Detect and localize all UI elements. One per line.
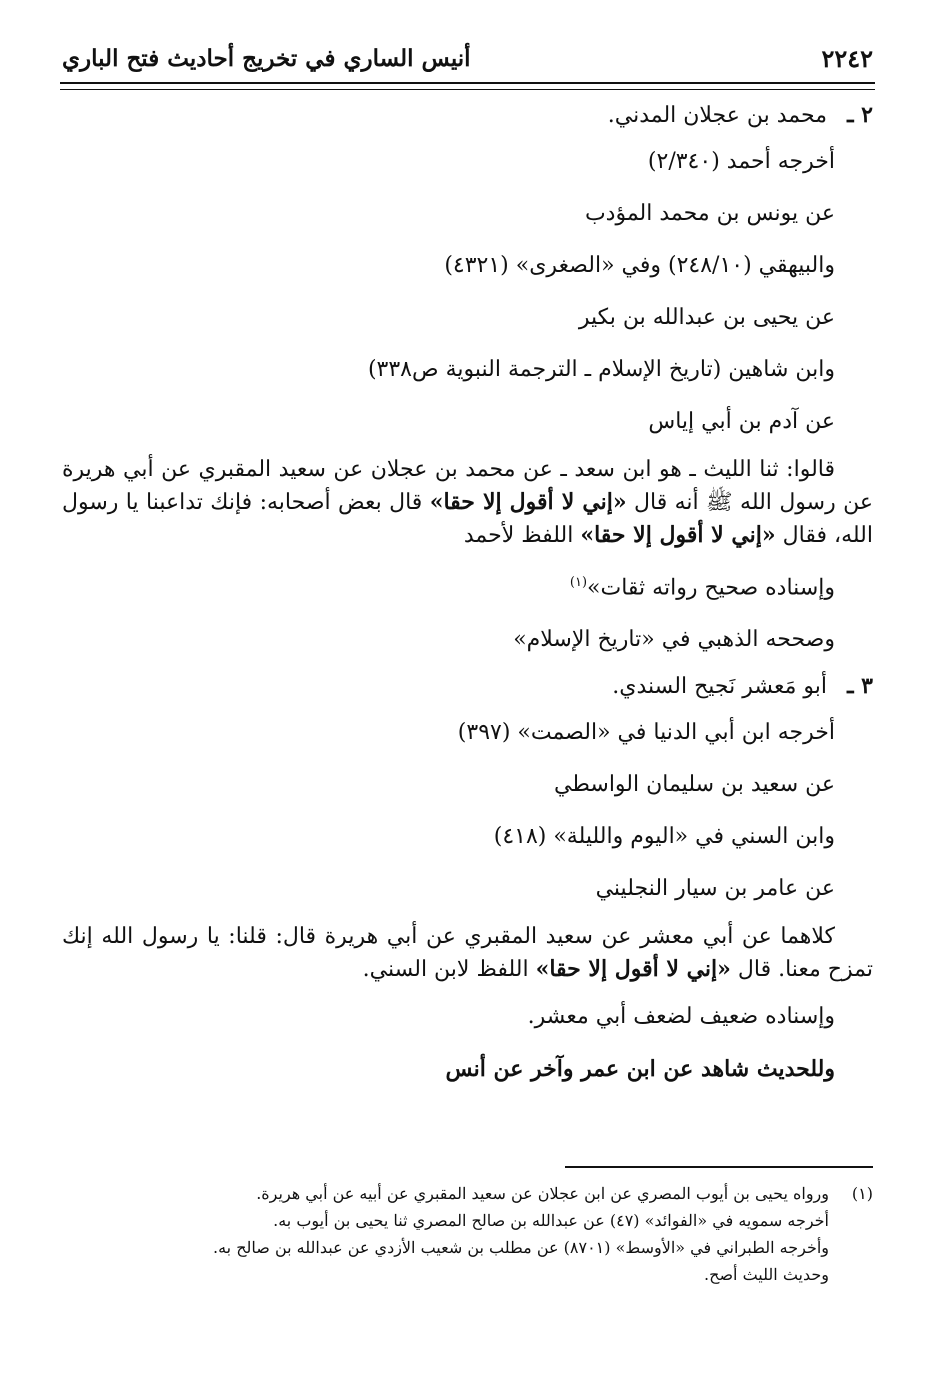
hadith-text-part: كلاهما عن أبي معشر عن سعيد المقبري عن أبي هريرة قال: قلنا: يا رسول الله إنك تمزح معنا. قال [62,924,873,983]
chain-line: عن آدم بن أبي إياس [648,409,835,434]
footnote-line: أخرجه سمويه في «الفوائد» (٤٧) عن عبدالله بن صالح المصري ثنا يحيى بن أيوب به. [273,1211,829,1230]
running-title: أنيس الساري في تخريج أحاديث فتح الباري [62,44,471,72]
footnote-line: وحديث الليث أصح. [704,1265,829,1284]
main-text [62,100,873,1084]
hadith-text-part: اللفظ لأحمد [463,523,581,548]
hadith-text-part: اللفظ لابن السني. [362,957,536,983]
header-rule [60,82,875,90]
footnote-separator [565,1166,873,1168]
hadith-quote: «إني لا أقول إلا حقا» [535,956,731,983]
hadith-text-part: قال بعض أصحابه: فإنك تداعبنا يا رسول الله، فقال [62,490,873,548]
source-line: والبيهقي (٢٤٨/١٠) وفي «الصغرى» (٤٣٢١) [444,253,835,278]
chain-line: عن عامر بن سيار النجليني [595,876,835,902]
item-heading [62,671,873,702]
footnote-marker: (١) [851,1184,873,1203]
page-header [62,36,873,80]
chain-line: عن سعيد بن سليمان الواسطي [554,772,835,798]
item-number: ٢ ـ [847,102,873,128]
footnote-item [62,1180,873,1207]
hadith-text [62,453,911,552]
source-line: أخرجه أحمد (٢/٣٤٠) [647,149,835,174]
chain-line: عن يونس بن محمد المؤدب [584,201,835,226]
source-line: أخرجه ابن أبي الدنيا في «الصمت» (٣٩٧) [457,720,835,746]
hadith-quote: «إني لا أقول إلا حقا» [429,489,627,515]
witness-note: وللحديث شاهد عن ابن عمر وآخر عن أنس [445,1056,835,1083]
source-line: وابن السني في «اليوم والليلة» (٤١٨) [493,824,835,850]
isnad-grade-text: وإسناده صحيح رواته ثقات» [587,575,835,601]
footnote-line: وأخرجه الطبراني في «الأوسط» (٨٧٠١) عن مطلب بن شعيب الأزدي عن عبدالله بن صالح به. [213,1238,829,1257]
source-line: وابن شاهين (تاريخ الإسلام ـ الترجمة النبوية ص٣٣٨) [367,357,835,382]
isnad-grade [62,568,873,603]
page-number: ٢٢٤٢ [821,43,873,73]
hadith-text-part: قالوا: ثنا الليث ـ هو ابن سعد ـ عن محمد بن عجلان عن سعيد المقبري عن أبي هريرة عن رسول الله ﷺ أنه قال [62,457,873,515]
hadith-text [62,920,873,986]
hadith-quote: «إني لا أقول إلا حقا» [580,522,776,548]
item-heading [62,100,873,131]
authentication-line: وصححه الذهبي في «تاريخ الإسلام» [513,627,835,653]
narrator-name: محمد بن عجلان المدني. [607,103,827,128]
footnotes [62,1180,873,1288]
isnad-grade: وإسناده ضعيف لضعف أبي معشر. [527,1004,835,1030]
footnote-line: ورواه يحيى بن أيوب المصري عن ابن عجلان عن سعيد المقبري عن أبيه عن أبي هريرة. [256,1184,829,1203]
footnote-reference[interactable]: (١) [569,575,588,590]
narrator-name: أبو مَعشر نَجيح السندي. [612,674,827,700]
chain-line: عن يحيى بن عبدالله بن بكير [578,305,835,330]
item-number: ٣ ـ [847,673,873,700]
